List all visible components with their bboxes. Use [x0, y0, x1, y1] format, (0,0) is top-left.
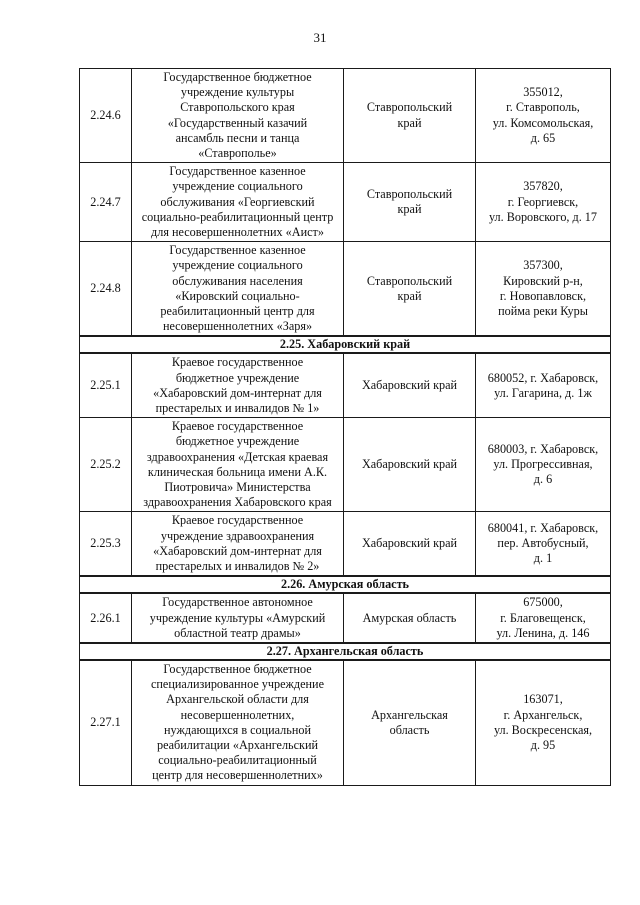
institution-name-line: учреждение здравоохранения: [160, 528, 315, 543]
table-row: [80, 660, 611, 785]
institution-name-line: центр для несовершеннолетних»: [152, 768, 323, 783]
institution-name-line: Государственное казенное: [169, 164, 306, 179]
institution-name-line: бюджетное учреждение: [175, 434, 300, 449]
institution-name-line: Государственное бюджетное: [163, 70, 312, 84]
item-code: 2.24.6: [80, 69, 132, 163]
institution-name-line: Пиотровича» Министерства: [164, 480, 311, 495]
item-code: 2.25.3: [80, 512, 132, 576]
address-line: ул. Прогрессивная,: [493, 457, 593, 472]
item-code: 2.25.2: [80, 418, 132, 512]
institution-name-line: престарелых и инвалидов № 1»: [155, 401, 320, 416]
institution-name-line: здравоохранения «Детская краевая: [146, 449, 329, 464]
table-row: [80, 163, 611, 242]
institution-name-line: Архангельской области для: [166, 692, 309, 707]
institution-name-cell: [132, 69, 344, 163]
address-cell: [476, 418, 611, 512]
region-name-cell: [344, 418, 476, 512]
section-header-row: [80, 643, 611, 660]
table-row: [80, 512, 611, 576]
address-cell: [476, 353, 611, 417]
region-name-line: Хабаровский край: [361, 457, 458, 472]
table-row: [80, 69, 611, 163]
institution-name-line: бюджетное учреждение: [175, 370, 300, 385]
address-line: г. Архангельск,: [503, 707, 583, 722]
institution-name-cell: [132, 593, 344, 643]
region-name-line: Ставропольский: [366, 187, 453, 202]
institution-name-line: учреждение социального: [172, 258, 303, 273]
region-name-line: Амурская область: [362, 610, 457, 625]
institution-name-line: Государственное казенное: [169, 243, 306, 258]
address-line: 680003, г. Хабаровск,: [487, 442, 599, 457]
page-number: 31: [313, 30, 327, 45]
institutions-table: [79, 68, 611, 786]
address-cell: [476, 69, 611, 163]
institution-name-line: социально-реабилитационный центр: [141, 209, 334, 224]
institution-name-line: реабилитационный центр для: [160, 304, 315, 319]
institution-name-line: престарелых и инвалидов № 2»: [155, 559, 320, 574]
address-line: ул. Воровского, д. 17: [489, 209, 597, 224]
region-name-line: Хабаровский край: [361, 536, 458, 551]
table-row: [80, 593, 611, 643]
institution-name-line: «Хабаровский дом-интернат для: [153, 385, 322, 400]
institution-name-line: «Ставрополье»: [198, 146, 277, 161]
address-line: 357300,: [523, 258, 563, 273]
region-name-cell: [344, 69, 476, 163]
institution-name-line: Краевое государственное: [171, 513, 304, 528]
institution-name-cell: [132, 242, 344, 337]
region-name-line: край: [397, 288, 422, 303]
institution-name-cell: [132, 353, 344, 417]
address-line: ул. Воскресенская,: [493, 722, 593, 737]
table-row: [80, 353, 611, 417]
address-line: г. Ставрополь,: [506, 100, 580, 115]
region-name-line: Архангельская: [371, 707, 448, 722]
institution-name-line: Государственное бюджетное: [163, 661, 312, 676]
institution-name-cell: [132, 418, 344, 512]
institution-name-line: обслуживания населения: [172, 273, 303, 288]
institution-name-line: несовершеннолетних,: [180, 707, 295, 722]
address-line: 680041, г. Хабаровск,: [487, 521, 599, 536]
institution-name-line: Краевое государственное: [171, 419, 304, 434]
institution-name-line: реабилитации «Архангельский: [156, 737, 318, 752]
address-line: 675000,: [523, 595, 563, 610]
section-header-row: [80, 576, 611, 593]
region-name-cell: [344, 593, 476, 643]
address-line: ул. Гагарина, д. 1ж: [494, 385, 592, 400]
region-name-cell: [344, 353, 476, 417]
institution-name-line: социально-реабилитационный: [158, 753, 317, 768]
address-line: пойма реки Куры: [498, 304, 588, 319]
address-line: 680052, г. Хабаровск,: [487, 370, 599, 385]
institution-name-line: Государственное автономное: [162, 595, 313, 610]
institution-name-line: Краевое государственное: [171, 355, 304, 370]
institution-name-line: «Кировский социально-: [175, 288, 300, 303]
section-title: 2.27. Архангельская область: [80, 643, 611, 660]
institution-name-cell: [132, 512, 344, 576]
section-title: 2.25. Хабаровский край: [80, 336, 611, 353]
region-name-cell: [344, 512, 476, 576]
address-line: г. Георгиевск,: [507, 194, 579, 209]
region-name-line: Ставропольский: [366, 273, 453, 288]
address-line: д. 65: [530, 130, 556, 145]
section-header-row: [80, 336, 611, 353]
address-cell: [476, 163, 611, 242]
address-line: 163071,: [523, 692, 563, 707]
address-cell: [476, 512, 611, 576]
institution-name-line: «Государственный казачий: [167, 115, 308, 130]
address-line: 357820,: [523, 179, 563, 194]
address-cell: [476, 242, 611, 337]
address-line: д. 6: [533, 472, 553, 487]
region-name-line: край: [397, 202, 422, 217]
institution-name-line: «Хабаровский дом-интернат для: [153, 543, 322, 558]
institution-name-line: клиническая больница имени А.К.: [147, 464, 328, 479]
institution-name-line: обслуживания «Георгиевский: [160, 194, 315, 209]
institution-name-line: здравоохранения Хабаровского края: [143, 495, 332, 510]
address-line: д. 95: [530, 737, 556, 752]
region-name-cell: [344, 660, 476, 785]
region-name-line: область: [389, 722, 430, 737]
institution-name-line: для несовершеннолетних «Аист»: [151, 225, 324, 240]
institution-name-line: специализированное учреждение: [151, 677, 324, 692]
institution-name-cell: [132, 660, 344, 785]
address-cell: [476, 660, 611, 785]
region-name-line: Ставропольский: [366, 100, 453, 115]
institution-name-line: учреждение социального: [172, 179, 303, 194]
item-code: 2.27.1: [80, 660, 132, 785]
item-code: 2.25.1: [80, 353, 132, 417]
section-title: 2.26. Амурская область: [80, 576, 611, 593]
region-name-line: Хабаровский край: [361, 378, 458, 393]
address-line: г. Благовещенск,: [500, 610, 586, 625]
institution-name-line: учреждение культуры: [180, 85, 295, 100]
address-line: г. Новопавловск,: [499, 288, 587, 303]
item-code: 2.24.8: [80, 242, 132, 337]
address-cell: [476, 593, 611, 643]
address-line: ул. Комсомольская,: [492, 115, 594, 130]
table-body: [80, 69, 611, 786]
address-line: 355012,: [523, 85, 563, 100]
table-row: [80, 418, 611, 512]
region-name-line: край: [397, 115, 422, 130]
region-name-cell: [344, 242, 476, 337]
institution-name-cell: [132, 163, 344, 242]
institution-name-line: областной театр драмы»: [174, 625, 301, 640]
address-line: д. 1: [533, 551, 553, 566]
address-line: пер. Автобусный,: [497, 536, 589, 551]
address-line: Кировский р-н,: [503, 273, 583, 288]
institution-name-line: учреждение культуры «Амурский: [149, 610, 326, 625]
item-code: 2.26.1: [80, 593, 132, 643]
region-name-cell: [344, 163, 476, 242]
table-row: [80, 242, 611, 337]
institution-name-line: нуждающихся в социальной: [164, 722, 311, 737]
institution-name-line: несовершеннолетних «Заря»: [162, 319, 313, 334]
institution-name-line: ансамбль песни и танца: [175, 130, 300, 145]
address-line: ул. Ленина, д. 146: [496, 625, 590, 640]
item-code: 2.24.7: [80, 163, 132, 242]
institution-name-line: Ставропольского края: [180, 100, 295, 115]
